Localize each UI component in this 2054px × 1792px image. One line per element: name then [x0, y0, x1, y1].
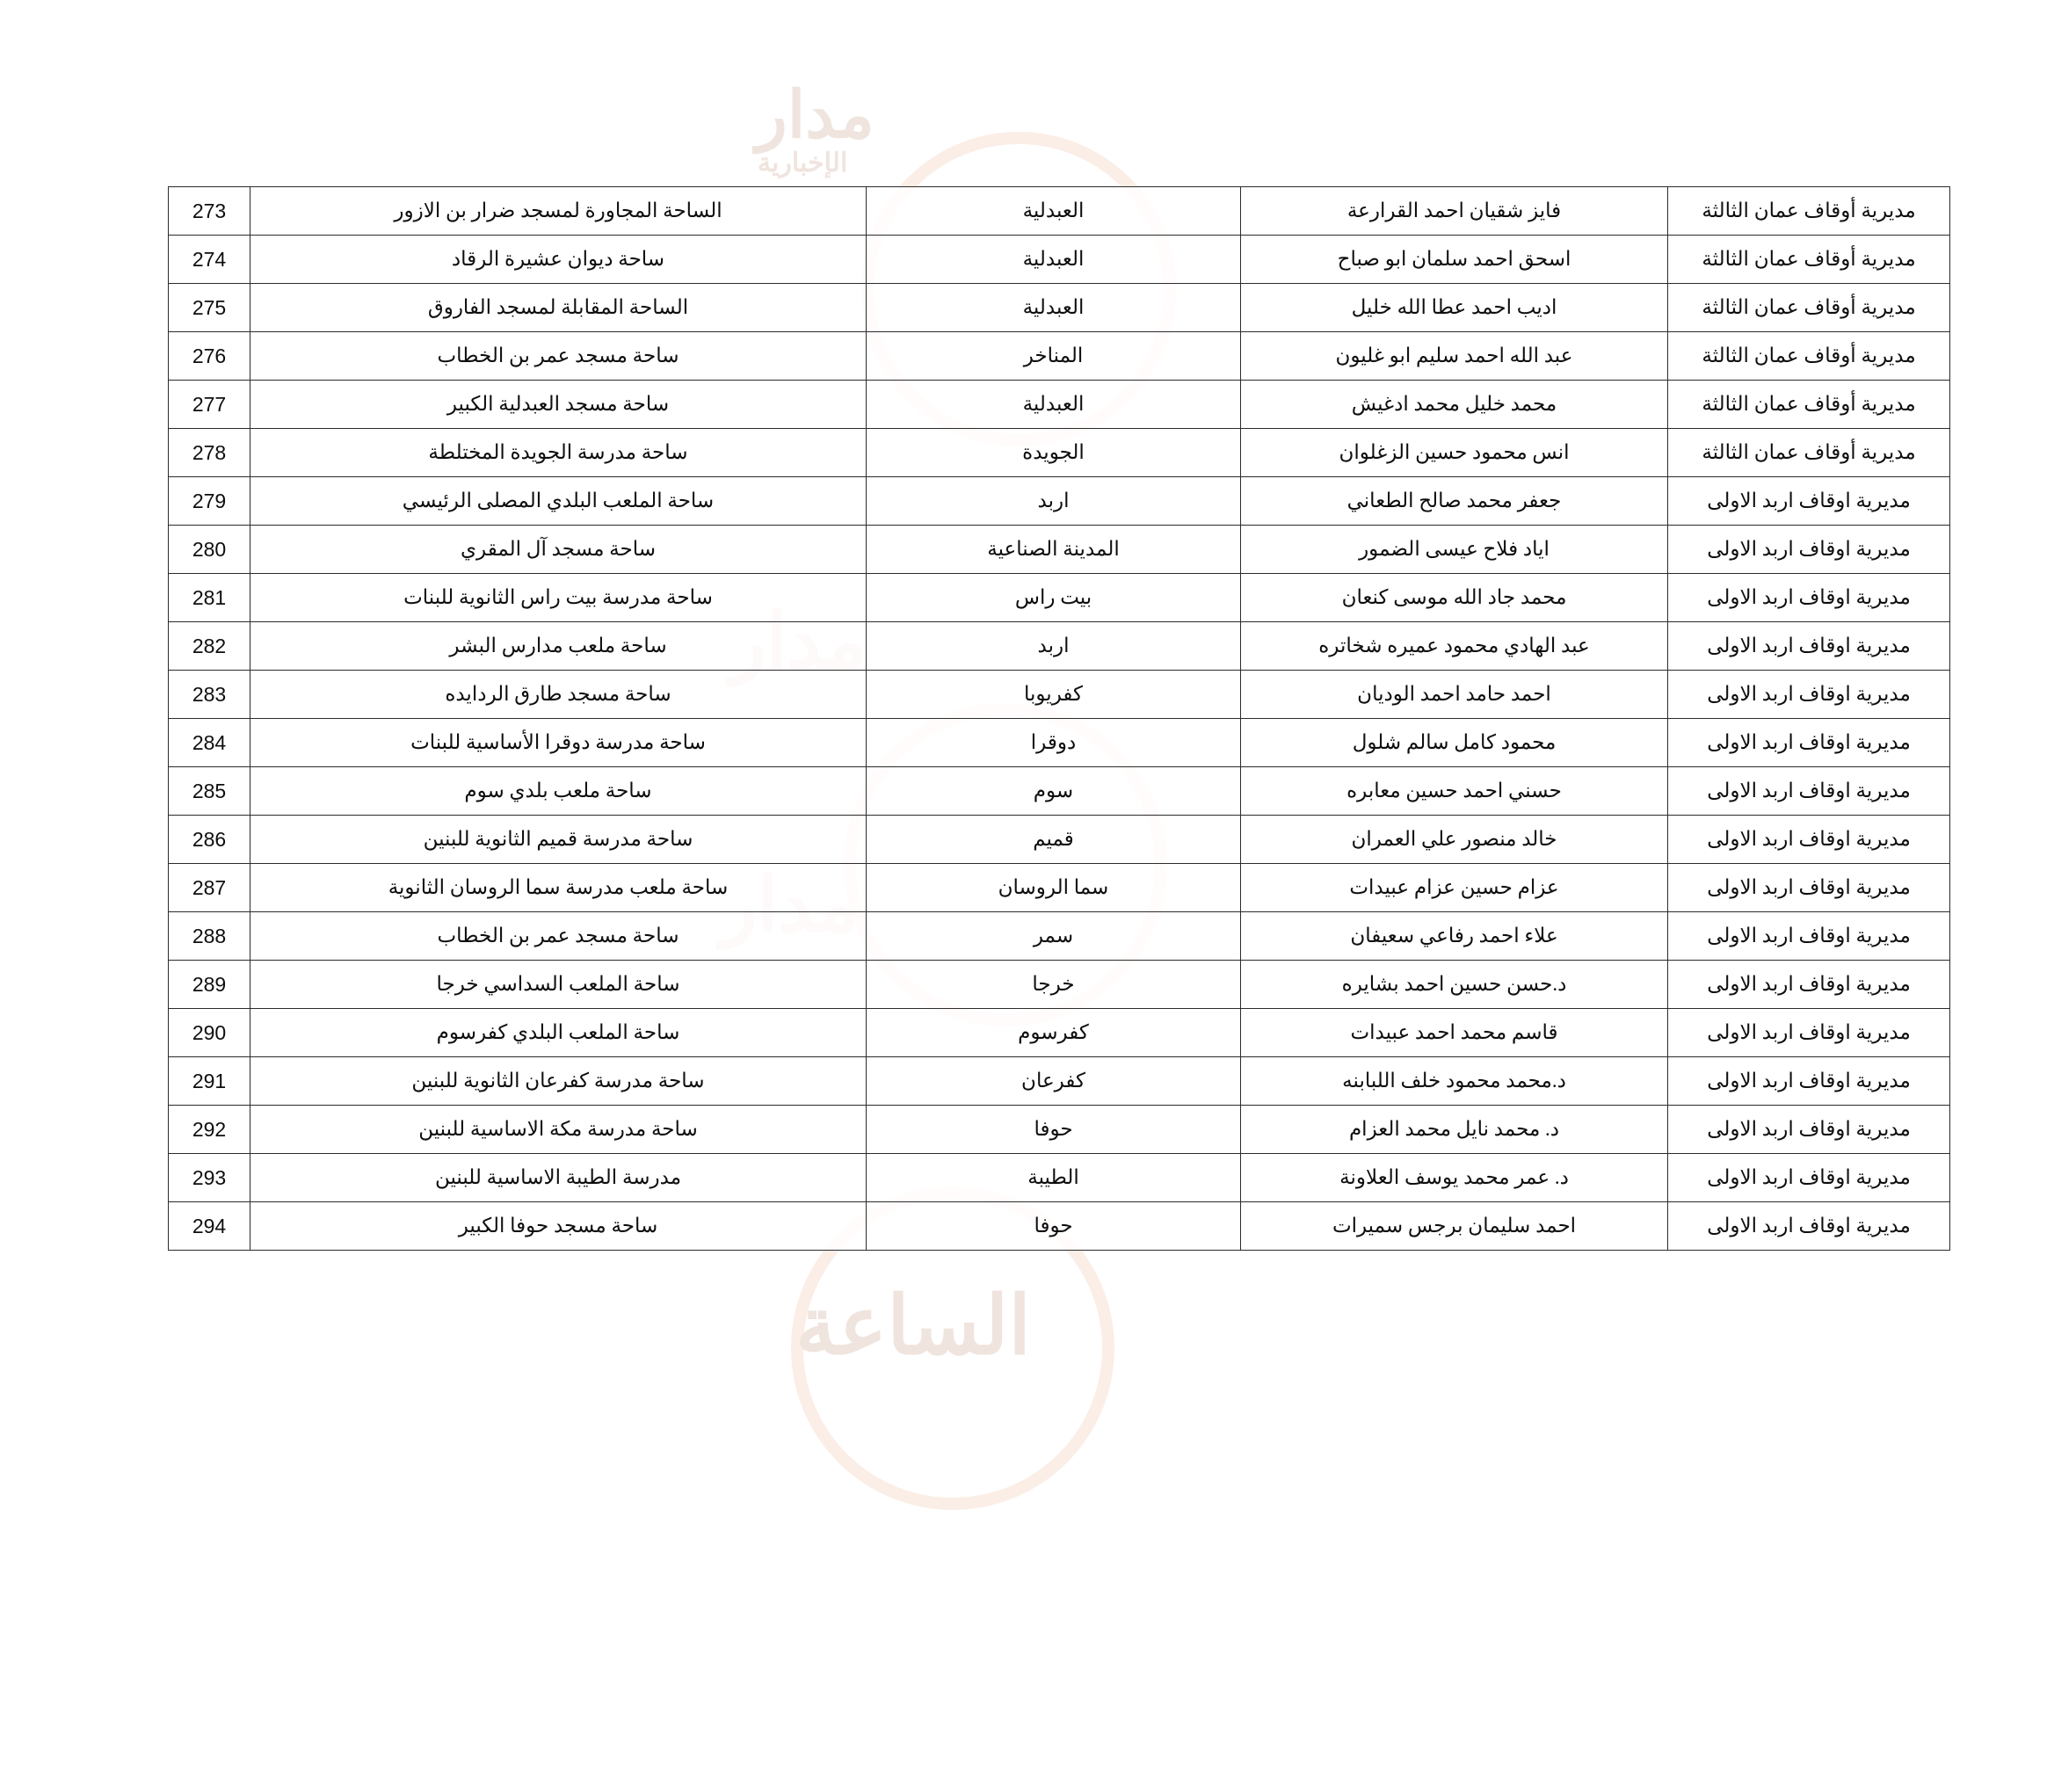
- cell-name: اديب احمد عطا الله خليل: [1241, 284, 1668, 332]
- cell-location: الساحة المقابلة لمسجد الفاروق: [250, 284, 867, 332]
- cell-area: كفريوبا: [867, 671, 1241, 719]
- cell-area: سما الروسان: [867, 864, 1241, 912]
- cell-area: بيت راس: [867, 574, 1241, 622]
- cell-area: دوقرا: [867, 719, 1241, 767]
- cell-area: العبدلية: [867, 284, 1241, 332]
- cell-number: 277: [169, 381, 250, 429]
- table-row: [169, 961, 1950, 1009]
- table-row: [169, 671, 1950, 719]
- table-row: [169, 1154, 1950, 1202]
- cell-area: اربد: [867, 622, 1241, 671]
- cell-number: 292: [169, 1106, 250, 1154]
- cell-number: 293: [169, 1154, 250, 1202]
- cell-location: ساحة مسجد آل المقري: [250, 526, 867, 574]
- cell-number: 285: [169, 767, 250, 816]
- cell-directorate: مديرية اوقاف اربد الاولى: [1668, 574, 1950, 622]
- cell-name: عزام حسين عزام عبيدات: [1241, 864, 1668, 912]
- cell-directorate: مديرية اوقاف اربد الاولى: [1668, 1154, 1950, 1202]
- cell-area: المناخر: [867, 332, 1241, 381]
- table-row: [169, 767, 1950, 816]
- cell-location: ساحة ملعب بلدي سوم: [250, 767, 867, 816]
- cell-location: ساحة الملعب البلدي المصلى الرئيسي: [250, 477, 867, 526]
- cell-directorate: مديرية اوقاف اربد الاولى: [1668, 622, 1950, 671]
- cell-number: 287: [169, 864, 250, 912]
- cell-location: ساحة ملعب مدرسة سما الروسان الثانوية: [250, 864, 867, 912]
- cell-name: حسني احمد حسين معابره: [1241, 767, 1668, 816]
- cell-directorate: مديرية اوقاف اربد الاولى: [1668, 767, 1950, 816]
- cell-location: ساحة مدرسة دوقرا الأساسية للبنات: [250, 719, 867, 767]
- cell-area: سمر: [867, 912, 1241, 961]
- cell-directorate: مديرية أوقاف عمان الثالثة: [1668, 381, 1950, 429]
- cell-name: اسحق احمد سلمان ابو صباح: [1241, 236, 1668, 284]
- cell-number: 278: [169, 429, 250, 477]
- table-row: [169, 1009, 1950, 1057]
- cell-name: فايز شقيان احمد القرارعة: [1241, 187, 1668, 236]
- table-row: [169, 719, 1950, 767]
- cell-name: انس محمود حسين الزغلوان: [1241, 429, 1668, 477]
- cell-location: ساحة مسجد عمر بن الخطاب: [250, 332, 867, 381]
- cell-area: العبدلية: [867, 381, 1241, 429]
- cell-number: 289: [169, 961, 250, 1009]
- cell-location: ساحة مسجد العبدلية الكبير: [250, 381, 867, 429]
- cell-directorate: مديرية اوقاف اربد الاولى: [1668, 719, 1950, 767]
- watermark-brand-sub: [758, 148, 847, 178]
- cell-directorate: مديرية اوقاف اربد الاولى: [1668, 1202, 1950, 1251]
- cell-number: 274: [169, 236, 250, 284]
- cell-name: عبد الهادي محمود عميره شخاتره: [1241, 622, 1668, 671]
- cell-directorate: مديرية أوقاف عمان الثالثة: [1668, 332, 1950, 381]
- table-row: [169, 526, 1950, 574]
- cell-location: ساحة ملعب مدارس البشر: [250, 622, 867, 671]
- table-row: [169, 429, 1950, 477]
- table-row: [169, 477, 1950, 526]
- cell-directorate: مديرية اوقاف اربد الاولى: [1668, 961, 1950, 1009]
- cell-name: محمد جاد الله موسى كنعان: [1241, 574, 1668, 622]
- table-row: [169, 284, 1950, 332]
- listing-table: [168, 186, 1950, 1251]
- watermark-brand-top: [756, 77, 875, 153]
- cell-area: قميم: [867, 816, 1241, 864]
- cell-directorate: مديرية اوقاف اربد الاولى: [1668, 1009, 1950, 1057]
- table-row: [169, 816, 1950, 864]
- cell-directorate: مديرية أوقاف عمان الثالثة: [1668, 236, 1950, 284]
- cell-area: الطيبة: [867, 1154, 1241, 1202]
- cell-directorate: مديرية اوقاف اربد الاولى: [1668, 864, 1950, 912]
- cell-directorate: مديرية اوقاف اربد الاولى: [1668, 816, 1950, 864]
- cell-location: ساحة الملعب البلدي كفرسوم: [250, 1009, 867, 1057]
- cell-number: 290: [169, 1009, 250, 1057]
- cell-area: حوفا: [867, 1202, 1241, 1251]
- cell-area: سوم: [867, 767, 1241, 816]
- table-row: [169, 236, 1950, 284]
- cell-name: احمد حامد احمد الوديان: [1241, 671, 1668, 719]
- cell-area: العبدلية: [867, 236, 1241, 284]
- cell-directorate: مديرية اوقاف اربد الاولى: [1668, 1106, 1950, 1154]
- watermark-brand-top-text: مدار: [756, 78, 875, 151]
- cell-number: 273: [169, 187, 250, 236]
- table-row: [169, 864, 1950, 912]
- cell-name: محمود كامل سالم شلول: [1241, 719, 1668, 767]
- cell-name: علاء احمد رفاعي سعيفان: [1241, 912, 1668, 961]
- cell-location: ساحة مدرسة كفرعان الثانوية للبنين: [250, 1057, 867, 1106]
- cell-name: اياد فلاح عيسى الضمور: [1241, 526, 1668, 574]
- cell-directorate: مديرية اوقاف اربد الاولى: [1668, 477, 1950, 526]
- watermark-brand-sub-text: الإخبارية: [758, 149, 848, 178]
- cell-number: 279: [169, 477, 250, 526]
- cell-name: عبد الله احمد سليم ابو غليون: [1241, 332, 1668, 381]
- cell-area: خرجا: [867, 961, 1241, 1009]
- cell-area: كفرعان: [867, 1057, 1241, 1106]
- table-row: [169, 332, 1950, 381]
- table-row: [169, 381, 1950, 429]
- cell-area: حوفا: [867, 1106, 1241, 1154]
- table-row: [169, 187, 1950, 236]
- cell-location: ساحة مدرسة مكة الاساسية للبنين: [250, 1106, 867, 1154]
- cell-number: 294: [169, 1202, 250, 1251]
- cell-location: ساحة مسجد عمر بن الخطاب: [250, 912, 867, 961]
- cell-area: الجويدة: [867, 429, 1241, 477]
- table-row: [169, 1202, 1950, 1251]
- cell-area: المدينة الصناعية: [867, 526, 1241, 574]
- table-row: [169, 1106, 1950, 1154]
- cell-number: 291: [169, 1057, 250, 1106]
- cell-location: مدرسة الطيبة الاساسية للبنين: [250, 1154, 867, 1202]
- table-row: [169, 1057, 1950, 1106]
- cell-area: العبدلية: [867, 187, 1241, 236]
- cell-number: 282: [169, 622, 250, 671]
- listing-table-body: [169, 187, 1950, 1251]
- table-row: [169, 574, 1950, 622]
- cell-directorate: مديرية اوقاف اربد الاولى: [1668, 526, 1950, 574]
- cell-name: احمد سليمان برجس سميرات: [1241, 1202, 1668, 1251]
- cell-name: قاسم محمد احمد عبيدات: [1241, 1009, 1668, 1057]
- cell-location: ساحة ديوان عشيرة الرقاد: [250, 236, 867, 284]
- cell-number: 281: [169, 574, 250, 622]
- cell-number: 280: [169, 526, 250, 574]
- cell-name: جعفر محمد صالح الطعاني: [1241, 477, 1668, 526]
- cell-name: د. عمر محمد يوسف العلاونة: [1241, 1154, 1668, 1202]
- cell-number: 288: [169, 912, 250, 961]
- cell-directorate: مديرية اوقاف اربد الاولى: [1668, 671, 1950, 719]
- watermark-brand-bottom-text: الساعة: [795, 1281, 1031, 1371]
- cell-location: ساحة مدرسة بيت راس الثانوية للبنات: [250, 574, 867, 622]
- cell-directorate: مديرية اوقاف اربد الاولى: [1668, 1057, 1950, 1106]
- cell-name: محمد خليل محمد ادغيش: [1241, 381, 1668, 429]
- cell-name: د. محمد نايل محمد العزام: [1241, 1106, 1668, 1154]
- cell-location: ساحة مدرسة الجويدة المختلطة: [250, 429, 867, 477]
- cell-name: د.حسن حسين احمد بشايره: [1241, 961, 1668, 1009]
- cell-directorate: مديرية أوقاف عمان الثالثة: [1668, 187, 1950, 236]
- cell-location: ساحة مدرسة قميم الثانوية للبنين: [250, 816, 867, 864]
- cell-number: 276: [169, 332, 250, 381]
- table-row: [169, 622, 1950, 671]
- cell-directorate: مديرية اوقاف اربد الاولى: [1668, 912, 1950, 961]
- table-row: [169, 912, 1950, 961]
- cell-location: ساحة مسجد طارق الردايده: [250, 671, 867, 719]
- cell-location: ساحة مسجد حوفا الكبير: [250, 1202, 867, 1251]
- listing-table-container: [192, 186, 1950, 1251]
- cell-number: 283: [169, 671, 250, 719]
- cell-name: خالد منصور علي العمران: [1241, 816, 1668, 864]
- cell-area: كفرسوم: [867, 1009, 1241, 1057]
- cell-directorate: مديرية أوقاف عمان الثالثة: [1668, 284, 1950, 332]
- cell-directorate: مديرية أوقاف عمان الثالثة: [1668, 429, 1950, 477]
- cell-location: الساحة المجاورة لمسجد ضرار بن الازور: [250, 187, 867, 236]
- cell-location: ساحة الملعب السداسي خرجا: [250, 961, 867, 1009]
- watermark-brand-bottom: [795, 1279, 1031, 1373]
- cell-number: 275: [169, 284, 250, 332]
- cell-name: د.محمد محمود خلف اللبابنه: [1241, 1057, 1668, 1106]
- cell-number: 286: [169, 816, 250, 864]
- cell-number: 284: [169, 719, 250, 767]
- cell-area: اربد: [867, 477, 1241, 526]
